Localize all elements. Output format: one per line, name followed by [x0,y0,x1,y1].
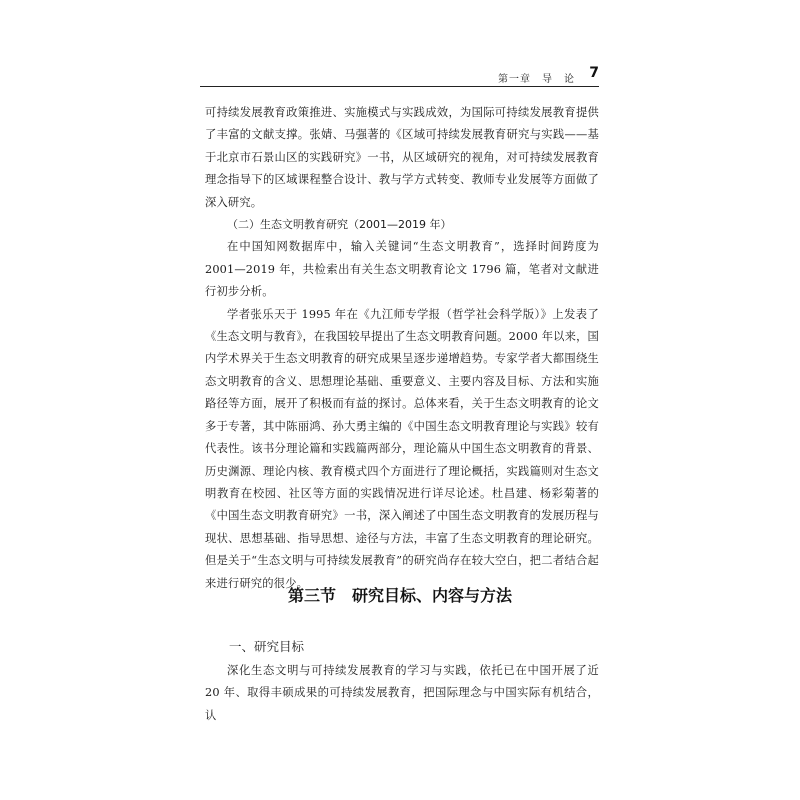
subheading: （二）生态文明教育研究（2001—2019 年） [227,218,452,232]
section-number: 第三节 [287,586,336,605]
subsection-heading: 一、研究目标 [229,639,305,654]
section-title: 研究目标、内容与方法 [352,586,513,605]
running-header [200,66,599,87]
page-number: 7 [589,65,599,81]
paragraph: 可持续发展教育政策推进、实施模式与实践成效，为国际可持续发展教育提供了丰富的文献支撑。张婧、马强著的《区域可持续发展教育研究与实践——基于北京市石景山区的实践研究》一书，从区域研究的视角，对可持续发展教育理念指导下的区域课程整合设计、教与学方式转变、教师专业发展等方面做了深入研究。 [205,106,599,209]
body-text [205,102,599,595]
chapter-title: 第一章 导 论 [498,74,575,85]
paragraph: 学者张乐天于 1995 年在《九江师专学报（哲学社会科学版）》上发表了《生态文明与教育》，在我国较早提出了生态文明教育问题。2000 年以来，国内学术界关于生态文明教育的研究成果呈逐步递增趋势。专家学者大都围绕生态文明教育的含义、思想理论基础、重要意义、主要内容及目标、方法和实施路径等方面，展开了积极而有益的探讨。总体来看，关于生态文明教育的论文多于专著，其中陈丽鸿、孙大勇主编的《中国生态文明教育理论与实践》较有代表性。该书分理论篇和实践篇两部分，理论篇从中国生态文明教育的背景、历史渊源、理论内核、教育模式四个方面进行了理论概括，实践篇则对生态文明教育在校园、社区等方面的实践情况进行详尽论述。杜昌建、杨彩菊著的《中国生态文明教育研究》一书，深入阐述了中国生态文明教育的发展历程与现状、思想基础、指导思想、途径与方法，丰富了生态文明教育的理论研究。但是关于“生态文明与可持续发展教育”的研究尚存在较大空白，把二者结合起来进行研究的很少。 [205,307,599,590]
body-text [205,660,599,727]
paragraph: 在中国知网数据库中，输入关键词“生态文明教育”，选择时间跨度为 2001—2019 年，共检索出有关生态文明教育论文 1796 篇，笔者对文献进行初步分析。 [205,240,599,299]
section-heading [0,583,800,606]
paragraph: 深化生态文明与可持续发展教育的学习与实践，依托已在中国开展了近 20 年、取得丰硕成果的可持续发展教育，把国际理念与中国实际有机结合，认 [205,664,599,722]
